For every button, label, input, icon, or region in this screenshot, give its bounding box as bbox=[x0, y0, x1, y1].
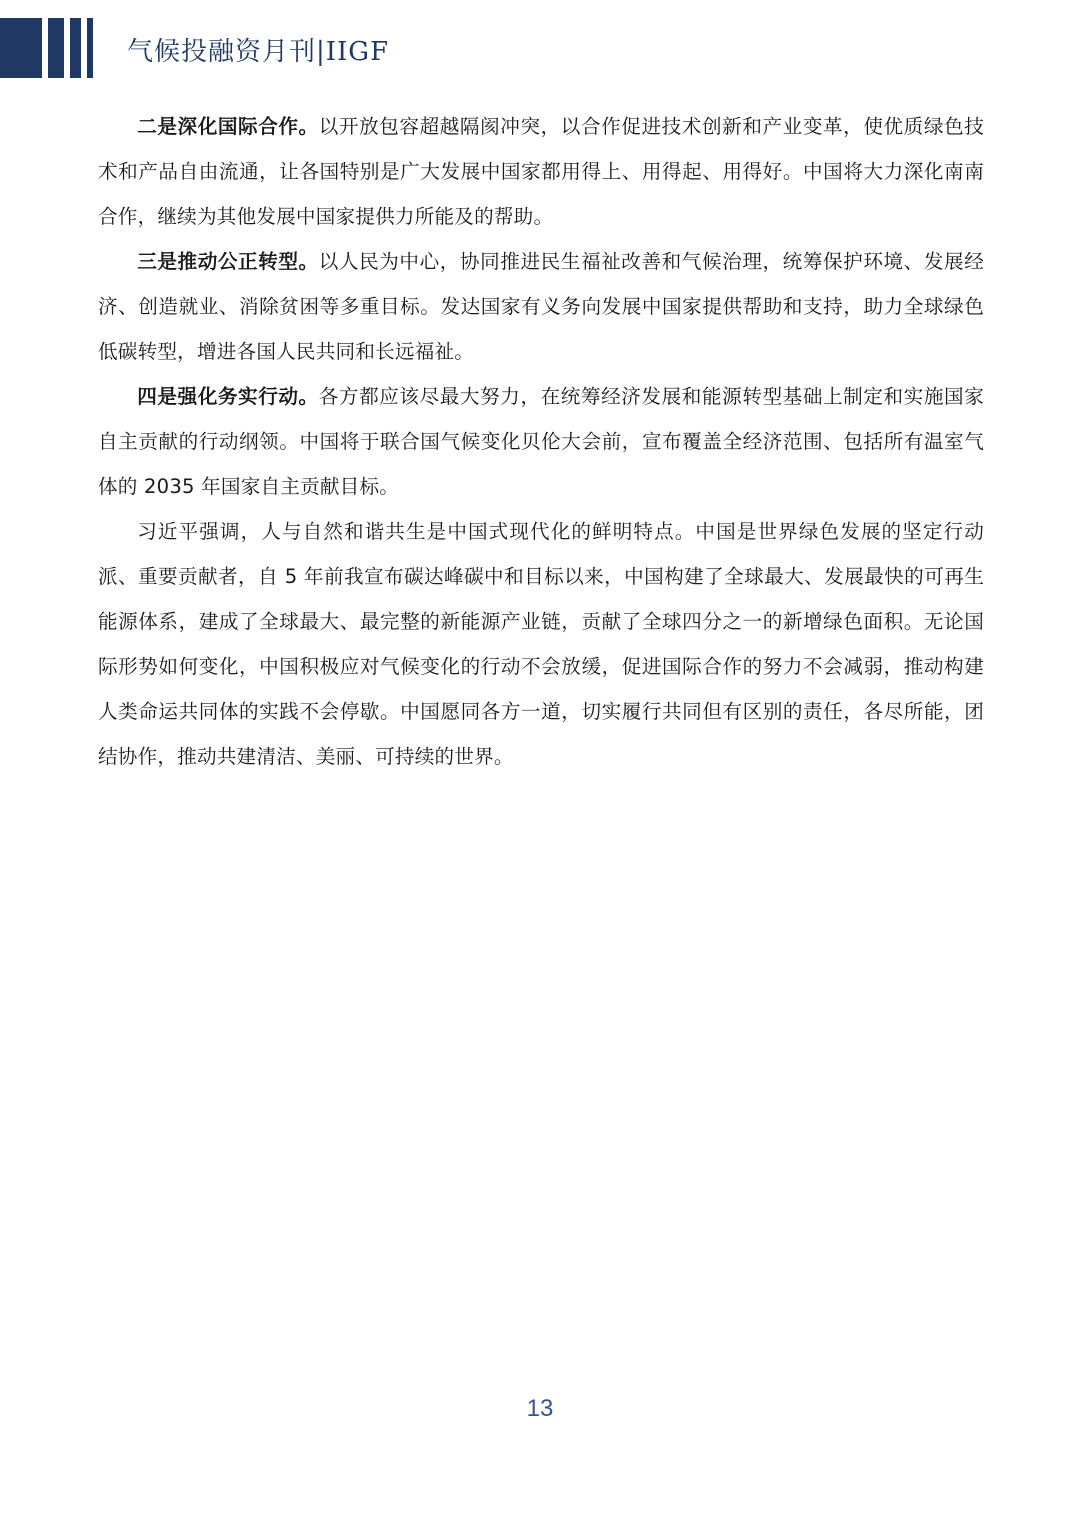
page-number: 13 bbox=[526, 1395, 554, 1422]
article-body bbox=[98, 104, 984, 779]
paragraph-text: 各方都应该尽最大努力，在统筹经济发展和能源转型基础上制定和实施国家自主贡献的行动纲领。中国将于联合国气候变化贝伦大会前，宣布覆盖全经济范围、包括所有温室气体的 2035 年国家自主贡献目标。 bbox=[98, 385, 984, 498]
page-header bbox=[0, 0, 1080, 90]
header-decor-bar bbox=[48, 18, 64, 78]
paragraph-text: 以人民为中心，协同推进民生福祉改善和气候治理，统筹保护环境、发展经济、创造就业、消除贫困等多重目标。发达国家有义务向发展中国家提供帮助和支持，助力全球绿色低碳转型，增进各国人民共同和长远福祉。 bbox=[98, 250, 984, 363]
paragraph-just-transition bbox=[98, 239, 984, 374]
paragraph-lead: 二是深化国际合作。 bbox=[137, 115, 319, 138]
header-decor-bar bbox=[70, 18, 81, 78]
paragraph-conclusion bbox=[98, 509, 984, 779]
paragraph-text: 以开放包容超越隔阂冲突，以合作促进技术创新和产业变革，使优质绿色技术和产品自由流通，让各国特别是广大发展中国家都用得上、用得起、用得好。中国将大力深化南南合作，继续为其他发展中国家提供力所能及的帮助。 bbox=[98, 115, 984, 228]
paragraph-lead: 三是推动公正转型。 bbox=[137, 250, 319, 273]
publication-title: 气候投融资月刊|IIGF bbox=[127, 37, 390, 67]
paragraph-text: 习近平强调，人与自然和谐共生是中国式现代化的鲜明特点。中国是世界绿色发展的坚定行动派、重要贡献者，自 5 年前我宣布碳达峰碳中和目标以来，中国构建了全球最大、发展最快的可再生能源体系，建成了全球最大、最完整的新能源产业链，贡献了全球四分之一的新增绿色面积。无论国际形势如何变化，中国积极应对气候变化的行动不会放缓，促进国际合作的努力不会减弱，推动构建人类命运共同体的实践不会停歇。中国愿同各方一道，切实履行共同但有区别的责任，各尽所能，团结协作，推动共建清洁、美丽、可持续的世界。 bbox=[98, 520, 984, 768]
header-decor-bar bbox=[87, 18, 93, 78]
header-decor-bar bbox=[0, 18, 42, 78]
paragraph-international-cooperation bbox=[98, 104, 984, 239]
paragraph-lead: 四是强化务实行动。 bbox=[137, 385, 319, 408]
paragraph-practical-action bbox=[98, 374, 984, 509]
